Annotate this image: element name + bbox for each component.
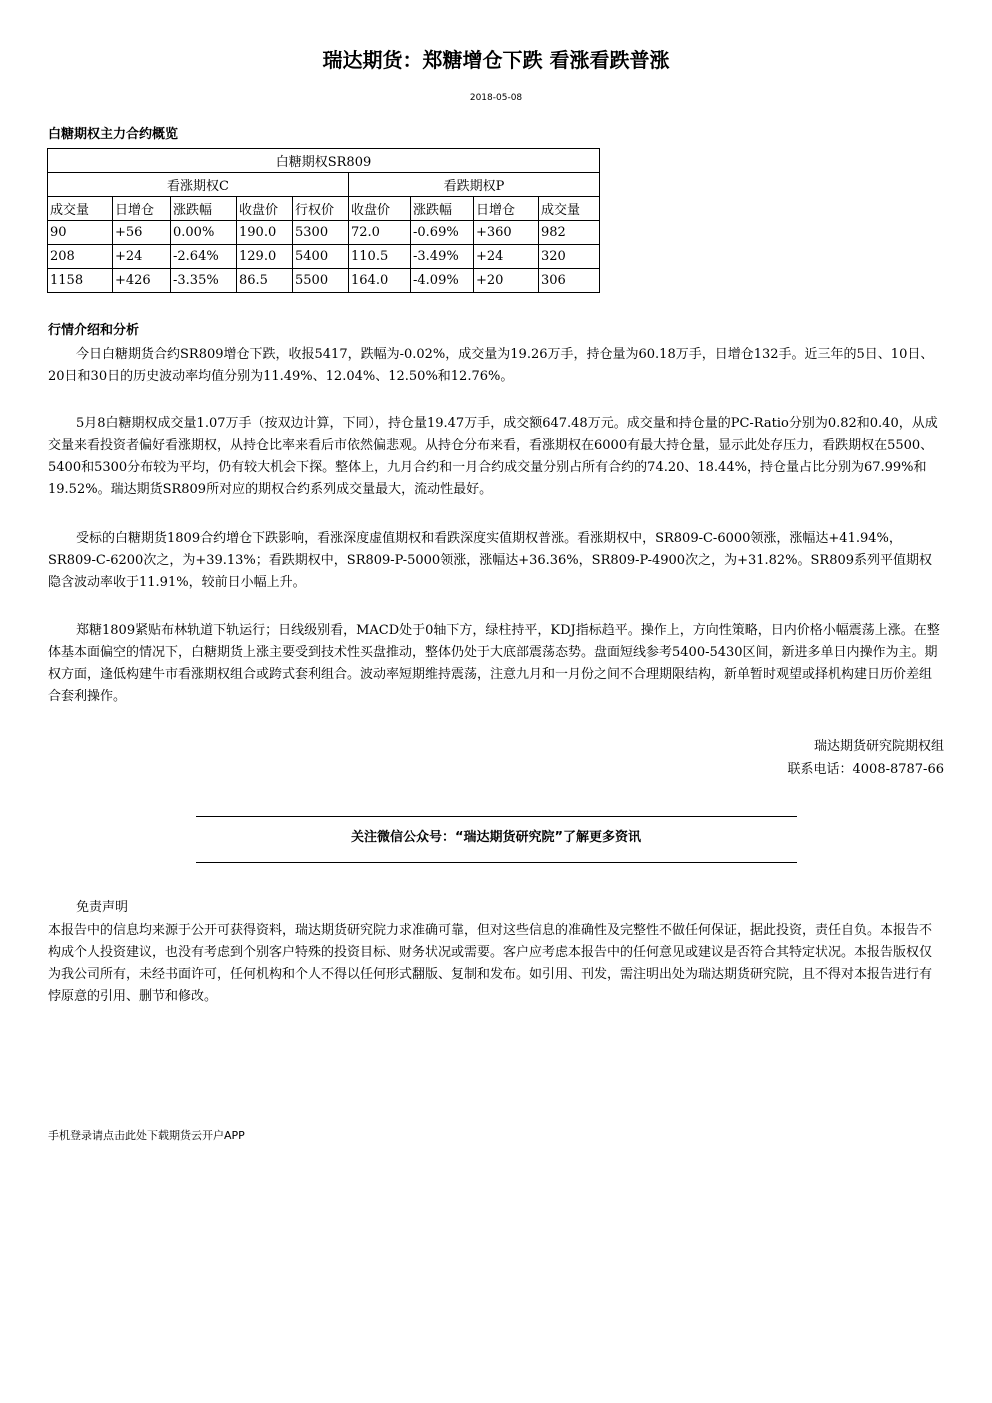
table-cell: -4.09% [411, 269, 474, 293]
signature-org: 瑞达期货研究院期权组 [813, 739, 944, 754]
analysis-paragraph: 今日白糖期货合约SR809增仓下跌，收报5417，跌幅为-0.02%，成交量为19.26万手，持仓量为60.18万手，日增仓132手。近三年的5日、10日、20日和30日的历史波动率均值分别为11.49%、12.04%、12.50%和12.76%。 [48, 347, 934, 384]
column-header: 日增仓 [113, 197, 171, 221]
table-cell: 110.5 [349, 245, 411, 269]
analysis-heading: 行情介绍和分析 [48, 323, 140, 338]
table-cell: 982 [539, 221, 600, 245]
call-header: 看涨期权C [48, 173, 349, 197]
table-cell: +56 [113, 221, 171, 245]
table-cell: 208 [48, 245, 113, 269]
table-cell: 90 [48, 221, 113, 245]
table-cell: -2.64% [171, 245, 237, 269]
table-cell: -3.35% [171, 269, 237, 293]
table-cell: 5400 [293, 245, 349, 269]
divider-bottom [196, 862, 797, 863]
column-header: 成交量 [48, 197, 113, 221]
disclaimer-title: 免责声明 [76, 900, 129, 915]
column-header: 涨跌幅 [171, 197, 237, 221]
analysis-paragraph: 受标的白糖期货1809合约增仓下跌影响，看涨深度虚值期权和看跌深度实值期权普涨。看涨期权中，SR809-C-6000领涨，涨幅达+41.94%，SR809-C-6200次之，为+39.13%；看跌期权中，SR809-P-5000领涨，涨幅达+36.36%，SR809-P-4900次之，为+31.82%。SR809系列平值期权隐含波动率收于11.91%，较前日小幅上升。 [48, 531, 933, 590]
table-cell: -0.69% [411, 221, 474, 245]
table-cell: 5300 [293, 221, 349, 245]
table-caption: 白糖期权SR809 [48, 149, 600, 173]
disclaimer-text: 本报告中的信息均来源于公开可获得资料，瑞达期货研究院力求准确可靠，但对这些信息的准确性及完整性不做任何保证，据此投资，责任自负。本报告不构成个人投资建议，也没有考虑到个别客户特殊的投资目标、财务状况或需要。客户应考虑本报告中的任何意见或建议是否符合其特定状况。本报告版权仅为我公司所有，未经书面许可，任何机构和个人不得以任何形式翻版、复制和发布。如引用、刊发，需注明出处为瑞达期货研究院，且不得对本报告进行有悖原意的引用、删节和修改。 [48, 923, 933, 1004]
table-cell: +360 [474, 221, 539, 245]
table-cell: +426 [113, 269, 171, 293]
wechat-notice: 关注微信公众号：“瑞达期货研究院”了解更多资讯 [350, 830, 642, 845]
options-overview-table [47, 148, 600, 293]
app-download-link[interactable]: 手机登录请点击此处下载期货云开户APP [48, 1129, 245, 1142]
table-cell: 1158 [48, 269, 113, 293]
column-header: 成交量 [539, 197, 600, 221]
table-cell: +24 [113, 245, 171, 269]
table-cell: 190.0 [237, 221, 293, 245]
overview-heading: 白糖期权主力合约概览 [48, 127, 179, 142]
column-header: 涨跌幅 [411, 197, 474, 221]
table-cell: -3.49% [411, 245, 474, 269]
table-cell: 5500 [293, 269, 349, 293]
table-cell: +24 [474, 245, 539, 269]
table-cell: 164.0 [349, 269, 411, 293]
column-header: 收盘价 [349, 197, 411, 221]
analysis-paragraph: 5月8白糖期权成交量1.07万手（按双边计算，下同），持仓量19.47万手，成交额647.48万元。成交量和持仓量的PC-Ratio分别为0.82和0.40，从成交量来看投资者偏好看涨期权，从持仓比率来看后市依然偏悲观。从持仓分布来看，看涨期权在6000有最大持仓量，显示此处存压力，看跌期权在5500、5400和5300分布较为平均，仍有较大机会下探。整体上，九月合约和一月合约成交量分别占所有合约的74.20、18.44%，持仓量占比分别为67.99%和19.52%。瑞达期货SR809所对应的期权合约系列成交量最大，流动性最好。 [48, 416, 938, 497]
column-header: 收盘价 [237, 197, 293, 221]
table-row [48, 221, 600, 245]
table-row [48, 269, 600, 293]
table-cell: +20 [474, 269, 539, 293]
column-header: 日增仓 [474, 197, 539, 221]
divider-top [196, 816, 797, 817]
report-date: 2018-05-08 [469, 93, 523, 103]
table-row [48, 245, 600, 269]
table-cell: 129.0 [237, 245, 293, 269]
page-title: 瑞达期货：郑糖增仓下跌 看涨看跌普涨 [322, 48, 670, 72]
analysis-paragraph: 郑糖1809紧贴布林轨道下轨运行；日线级别看，MACD处于0轴下方，绿柱持平，KDJ指标趋平。操作上，方向性策略，日内价格小幅震荡上涨。在整体基本面偏空的情况下，白糖期货上涨主要受到技术性买盘推动，整体仍处于大底部震荡态势。盘面短线参考5400-5430区间，新进多单日内操作为主。期权方面，逢低构建牛市看涨期权组合或跨式套利组合。波动率短期维持震荡，注意九月和一月份之间不合理期限结构，新单暂时观望或择机构建日历价差组合套利操作。 [48, 623, 940, 704]
table-cell: 72.0 [349, 221, 411, 245]
table-cell: 320 [539, 245, 600, 269]
column-header: 行权价 [293, 197, 349, 221]
signature-contact: 联系电话：4008-8787-66 [787, 762, 944, 777]
table-cell: 86.5 [237, 269, 293, 293]
table-cell: 306 [539, 269, 600, 293]
put-header: 看跌期权P [349, 173, 600, 197]
table-header-row [48, 197, 600, 221]
table-cell: 0.00% [171, 221, 237, 245]
